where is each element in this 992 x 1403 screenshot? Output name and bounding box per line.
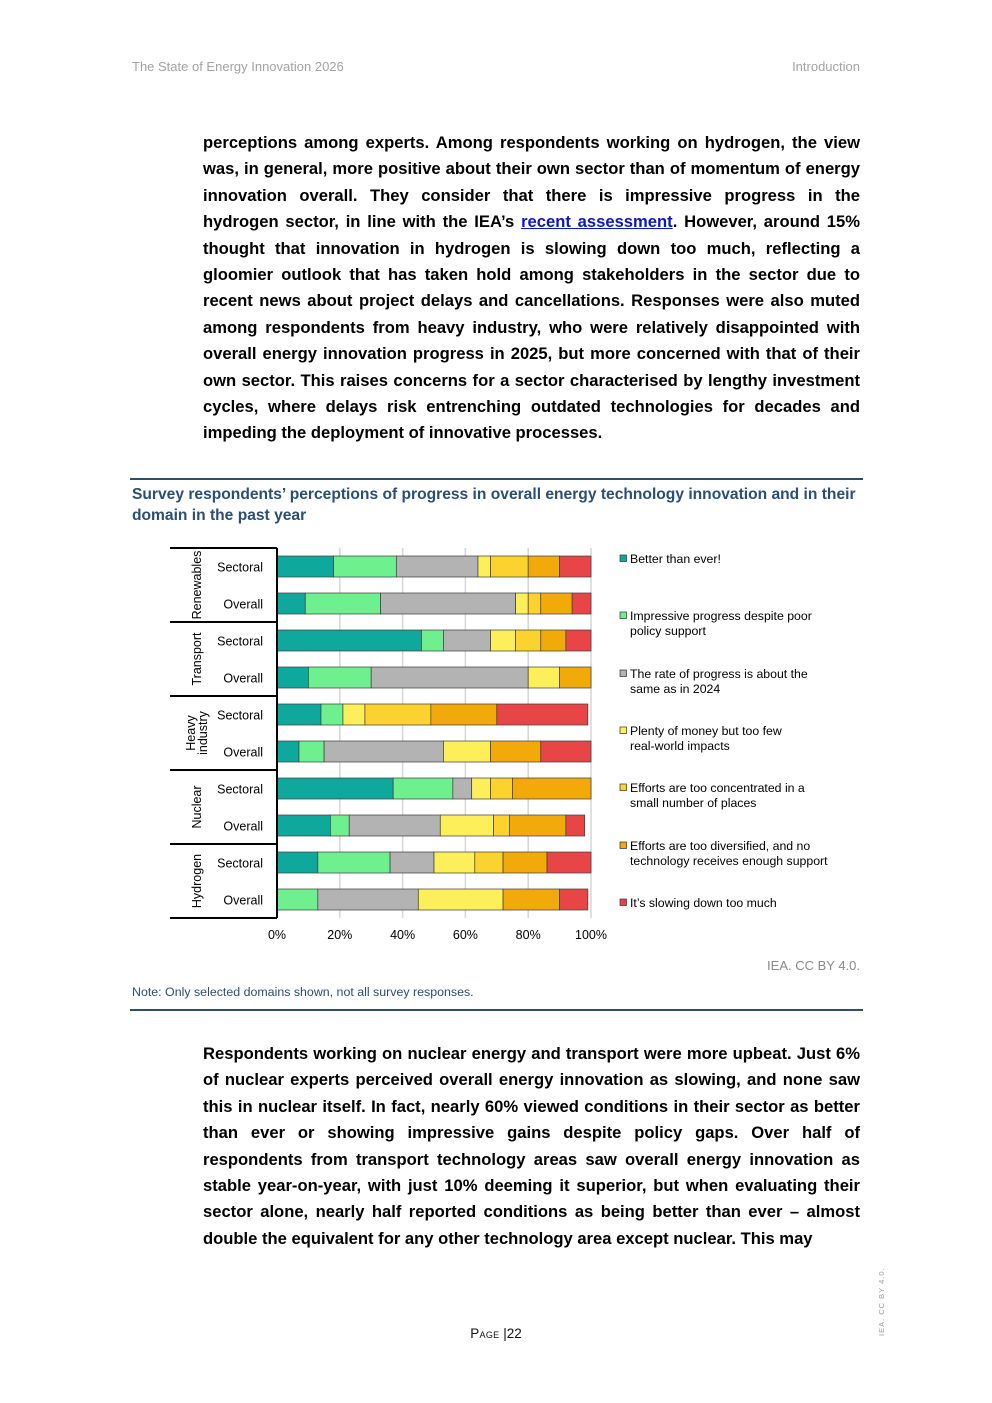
- row-label: Sectoral: [217, 856, 263, 871]
- group-label: [184, 710, 210, 755]
- bar-segment: [396, 556, 478, 577]
- bar-segment: [277, 630, 421, 651]
- recent-assessment-link[interactable]: recent assessment: [521, 212, 673, 232]
- legend-label: [630, 896, 777, 910]
- group-label-line: Renewables: [190, 550, 204, 620]
- row-label: Overall: [223, 597, 263, 612]
- x-tick-label: 100%: [575, 928, 607, 942]
- running-header-section: Introduction: [792, 59, 860, 74]
- legend-label-line: Better than ever!: [630, 552, 721, 566]
- bar-segment: [478, 556, 491, 577]
- bar-segment: [308, 667, 371, 688]
- x-tick-label: 0%: [267, 928, 287, 942]
- bar-segment: [277, 815, 330, 836]
- bar-segment: [277, 852, 318, 873]
- legend-label: [630, 552, 721, 566]
- bar-segment: [497, 704, 588, 725]
- group-label-line: Transport: [190, 632, 204, 686]
- legend-swatch: [620, 784, 627, 791]
- group-label-line: Nuclear: [190, 785, 204, 829]
- bar-segment: [472, 778, 491, 799]
- bar-segment: [277, 593, 305, 614]
- paragraph-1-start: perceptions among experts. Among respondents working on hydrogen, the view was, in general, more positive about their own sector than of momentum of energy innovation overall. They consider that there is impressive progress in the hydrogen sector, in line with the IEA’s: [203, 133, 860, 232]
- bar-segment: [560, 556, 591, 577]
- paragraph-2-text: Respondents working on nuclear energy and transport were more upbeat. Just 6% of nuclear experts perceived overall energy innovation as slowing, and none saw this in nuclear itself. In fact, nearly 60% viewed conditions in their sector as better than ever or showing impressive gains despite policy gaps. Over half of respondents from transport technology areas saw overall energy innovation as stable year-on-year, with just 10% deeming it superior, but when evaluating their sector alone, nearly half reported conditions as being better than ever – almost double the equivalent for any other technology area except nuclear. This may: [203, 1044, 860, 1248]
- bar-segment: [528, 593, 541, 614]
- bar-segment: [371, 667, 528, 688]
- x-tick-label: 80%: [515, 928, 541, 942]
- bar-segment: [491, 630, 516, 651]
- row-label: Overall: [223, 671, 263, 686]
- bar-segment: [277, 889, 318, 910]
- bar-segment: [541, 741, 591, 762]
- legend-label: [630, 667, 808, 696]
- legend-label-line: small number of places: [630, 796, 757, 810]
- bar-segment: [566, 815, 585, 836]
- bar-segment: [431, 704, 497, 725]
- bar-segment: [277, 778, 393, 799]
- bar-segment: [453, 778, 472, 799]
- legend-label-line: same as in 2024: [630, 682, 721, 696]
- page-footer: [0, 1326, 992, 1341]
- page-label: Page: [470, 1326, 500, 1341]
- legend-label-line: real-world impacts: [630, 739, 730, 753]
- legend-label-line: Efforts are too diversified, and no: [630, 839, 811, 853]
- legend-swatch: [620, 612, 627, 619]
- legend-label-line: Efforts are too concentrated in a: [630, 781, 805, 795]
- bar-segment: [491, 778, 513, 799]
- bar-segment: [443, 630, 490, 651]
- group-label-line: Hydrogen: [190, 853, 204, 909]
- bar-segment: [418, 889, 503, 910]
- legend-swatch: [620, 555, 627, 562]
- bar-segment: [528, 667, 559, 688]
- stacked-bar-chart: [165, 545, 875, 950]
- group-label: [190, 785, 204, 828]
- row-label: Sectoral: [217, 708, 263, 723]
- bar-segment: [349, 815, 440, 836]
- bar-segment: [277, 556, 334, 577]
- paragraph-1-end: . However, around 15% thought that innovation in hydrogen is slowing down too much, reflecting a gloomier outlook that has taken hold among stakeholders in the sector due to recent news about project delays and cancellations. Responses were also muted among respondents from heavy industry, who were relatively disappointed with overall energy innovation progress in 2025, but more concerned with that of their own sector. This raises concerns for a sector characterised by lengthy investment cycles, where delays risk entrenching outdated technologies for decades and impeding the deployment of innovative processes.: [203, 212, 860, 443]
- bar-segment: [277, 667, 308, 688]
- bar-segment: [491, 741, 541, 762]
- bar-segment: [393, 778, 453, 799]
- bar-segment: [503, 852, 547, 873]
- bar-segment: [528, 556, 559, 577]
- bar-segment: [434, 852, 475, 873]
- page-number: 22: [506, 1326, 522, 1341]
- legend-label: [630, 724, 782, 753]
- legend-label-line: Impressive progress despite poor: [630, 609, 812, 623]
- row-label: Sectoral: [217, 634, 263, 649]
- bar-segment: [305, 593, 380, 614]
- bar-segment: [390, 852, 434, 873]
- bar-segment: [541, 630, 566, 651]
- group-label: [190, 551, 204, 620]
- row-label: Sectoral: [217, 560, 263, 575]
- paragraph-2: [203, 1041, 860, 1252]
- legend-label-line: Plenty of money but too few: [630, 724, 782, 738]
- bar-segment: [277, 704, 321, 725]
- bar-segment: [516, 630, 541, 651]
- group-label-line: Heavy: [184, 715, 198, 751]
- bar-segment: [334, 556, 397, 577]
- bar-segment: [343, 704, 365, 725]
- x-tick-label: 60%: [452, 928, 478, 942]
- bar-segment: [381, 593, 516, 614]
- bar-segment: [318, 852, 390, 873]
- group-label-line: industry: [196, 711, 210, 755]
- bar-segment: [547, 852, 591, 873]
- bar-segment: [513, 778, 592, 799]
- legend-label: [630, 781, 805, 810]
- legend-swatch: [620, 899, 627, 906]
- bar-segment: [321, 704, 343, 725]
- x-tick-label: 20%: [327, 928, 353, 942]
- bar-segment: [277, 741, 299, 762]
- legend-label-line: technology receives enough support: [630, 854, 828, 868]
- running-header-title: The State of Energy Innovation 2026: [132, 59, 344, 74]
- bar-segment: [324, 741, 443, 762]
- legend-swatch: [620, 727, 627, 734]
- bar-segment: [572, 593, 591, 614]
- bar-segment: [491, 556, 529, 577]
- row-label: Overall: [223, 893, 263, 908]
- bar-segment: [299, 741, 324, 762]
- legend-label-line: It’s slowing down too much: [630, 896, 777, 910]
- row-label: Overall: [223, 745, 263, 760]
- figure-note: Note: Only selected domains shown, not all survey responses.: [132, 985, 474, 999]
- legend-swatch: [620, 842, 627, 849]
- bar-segment: [421, 630, 443, 651]
- bar-segment: [440, 815, 493, 836]
- bar-segment: [566, 630, 591, 651]
- bar-segment: [365, 704, 431, 725]
- bar-segment: [509, 815, 566, 836]
- legend-label: [630, 839, 828, 868]
- page-separator: |: [503, 1326, 507, 1341]
- bar-segment: [475, 852, 503, 873]
- bar-segment: [560, 889, 588, 910]
- group-label: [190, 632, 204, 686]
- figure-bottom-rule: [130, 1009, 863, 1011]
- legend-swatch: [620, 670, 627, 677]
- bar-segment: [443, 741, 490, 762]
- bar-segment: [541, 593, 572, 614]
- bar-segment: [516, 593, 529, 614]
- bar-segment: [503, 889, 560, 910]
- bar-segment: [330, 815, 349, 836]
- figure-top-rule: [130, 478, 863, 480]
- legend-label-line: The rate of progress is about the: [630, 667, 808, 681]
- side-license: IEA. CC BY 4.0.: [877, 1267, 886, 1336]
- legend-label-line: policy support: [630, 624, 706, 638]
- bar-segment: [494, 815, 510, 836]
- figure-title: Survey respondents’ perceptions of progress in overall energy technology innovation and in their domain in the past year: [132, 486, 856, 524]
- figure-credit: IEA. CC BY 4.0.: [767, 958, 860, 973]
- x-tick-label: 40%: [390, 928, 416, 942]
- bar-segment: [560, 667, 591, 688]
- bar-segment: [318, 889, 418, 910]
- legend-label: [630, 609, 812, 638]
- group-label: [190, 854, 204, 908]
- paragraph-1: [203, 130, 860, 447]
- row-label: Overall: [223, 819, 263, 834]
- row-label: Sectoral: [217, 782, 263, 797]
